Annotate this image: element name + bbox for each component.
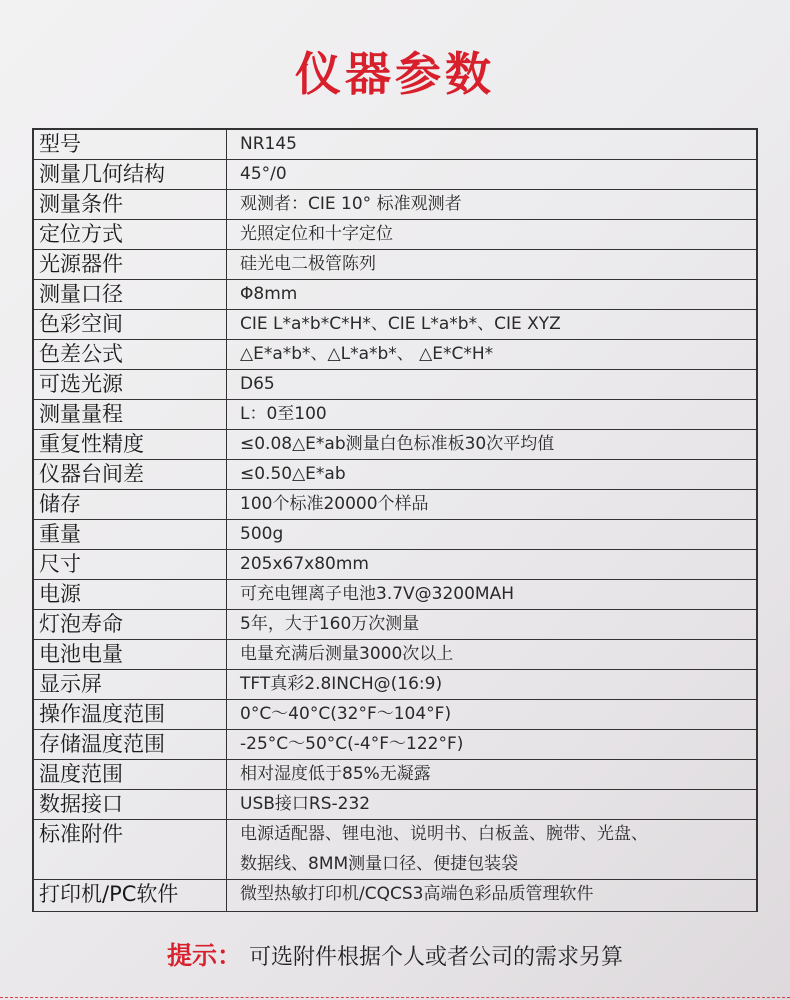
spec-value: 可充电锂离子电池3.7V@3200MAH [240, 584, 515, 604]
spec-value: ≤0.08△E*ab测量白色标准板30次平均值 [240, 434, 555, 454]
spec-value: 205x67x80mm [240, 554, 369, 574]
spec-value: D65 [240, 374, 275, 394]
spec-value: Φ8mm [240, 284, 298, 304]
spec-label [34, 850, 227, 879]
page-title: 仪器参数 [295, 47, 495, 101]
spec-label: 重复性精度 [34, 430, 227, 459]
spec-label: 色差公式 [34, 340, 227, 369]
spec-row [34, 460, 756, 490]
spec-row [34, 280, 756, 310]
spec-row-continuation [34, 850, 756, 880]
spec-label: 数据接口 [34, 790, 227, 819]
spec-value: L：0至100 [240, 404, 327, 424]
spec-row [34, 730, 756, 760]
spec-label: 测量几何结构 [34, 160, 227, 189]
spec-row [34, 370, 756, 400]
spec-row [34, 400, 756, 430]
spec-row [34, 310, 756, 340]
footer-note [0, 936, 790, 978]
spec-value: 硅光电二极管陈列 [240, 254, 376, 274]
spec-label: 光源器件 [34, 250, 227, 279]
spec-label: 显示屏 [34, 670, 227, 699]
spec-row [34, 520, 756, 550]
spec-label: 可选光源 [34, 370, 227, 399]
spec-label: 标准附件 [34, 820, 227, 850]
spec-label: 型号 [34, 130, 227, 159]
spec-label: 定位方式 [34, 220, 227, 249]
spec-value: -25°C～50°C(-4°F～122°F) [240, 734, 464, 754]
spec-label: 尺寸 [34, 550, 227, 579]
spec-label: 打印机/PC软件 [34, 880, 227, 911]
spec-row [34, 190, 756, 220]
spec-value: 0°C～40°C(32°F～104°F) [240, 704, 452, 724]
note-prefix: 提示： [166, 941, 242, 970]
spec-row [34, 760, 756, 790]
spec-label: 储存 [34, 490, 227, 519]
spec-row [34, 250, 756, 280]
spec-label: 电源 [34, 580, 227, 609]
spec-value: 数据线、8MM测量口径、便捷包装袋 [240, 854, 519, 874]
note-text: 可选附件根据个人或者公司的需求另算 [249, 945, 624, 970]
spec-value: 电量充满后测量3000次以上 [240, 644, 454, 664]
spec-row [34, 610, 756, 640]
spec-value: 500g [240, 524, 284, 544]
spec-value: 光照定位和十字定位 [240, 224, 393, 244]
spec-value: NR145 [240, 134, 297, 154]
spec-label: 重量 [34, 520, 227, 549]
spec-label: 温度范围 [34, 760, 227, 789]
spec-value: ≤0.50△E*ab [240, 464, 346, 484]
spec-row [34, 130, 756, 160]
spec-row [34, 700, 756, 730]
spec-value: TFT真彩2.8INCH@(16:9) [240, 674, 443, 694]
spec-label: 测量口径 [34, 280, 227, 309]
spec-row [34, 430, 756, 460]
spec-row [34, 580, 756, 610]
spec-row [34, 160, 756, 190]
spec-label: 存储温度范围 [34, 730, 227, 759]
spec-row [34, 880, 756, 912]
spec-label: 仪器台间差 [34, 460, 227, 489]
spec-label: 电池电量 [34, 640, 227, 669]
spec-row [34, 220, 756, 250]
spec-value: 微型热敏打印机/CQCS3高端色彩品质管理软件 [240, 884, 594, 904]
spec-value: 电源适配器、锂电池、说明书、白板盖、腕带、光盘、 [240, 824, 648, 844]
spec-label: 操作温度范围 [34, 700, 227, 729]
spec-label: 色彩空间 [34, 310, 227, 339]
spec-row [34, 340, 756, 370]
spec-label: 灯泡寿命 [34, 610, 227, 639]
spec-value: 相对湿度低于85%无凝露 [240, 764, 431, 784]
spec-table [32, 128, 758, 912]
spec-row [34, 550, 756, 580]
spec-row [34, 670, 756, 700]
spec-row [34, 490, 756, 520]
spec-value: 45°/0 [240, 164, 287, 184]
spec-value: 100个标准20000个样品 [240, 494, 429, 514]
spec-row [34, 790, 756, 820]
spec-value: 观测者：CIE 10° 标准观测者 [240, 194, 462, 214]
spec-label: 测量条件 [34, 190, 227, 219]
spec-row [34, 820, 756, 850]
spec-value: USB接口RS-232 [240, 794, 371, 814]
spec-value: △E*a*b*、△L*a*b*、 △E*C*H* [240, 344, 494, 364]
spec-label: 测量量程 [34, 400, 227, 429]
spec-value: CIE L*a*b*C*H*、CIE L*a*b*、CIE XYZ [240, 314, 561, 334]
spec-value: 5年，大于160万次测量 [240, 614, 420, 634]
bottom-divider [0, 997, 790, 998]
spec-row [34, 640, 756, 670]
